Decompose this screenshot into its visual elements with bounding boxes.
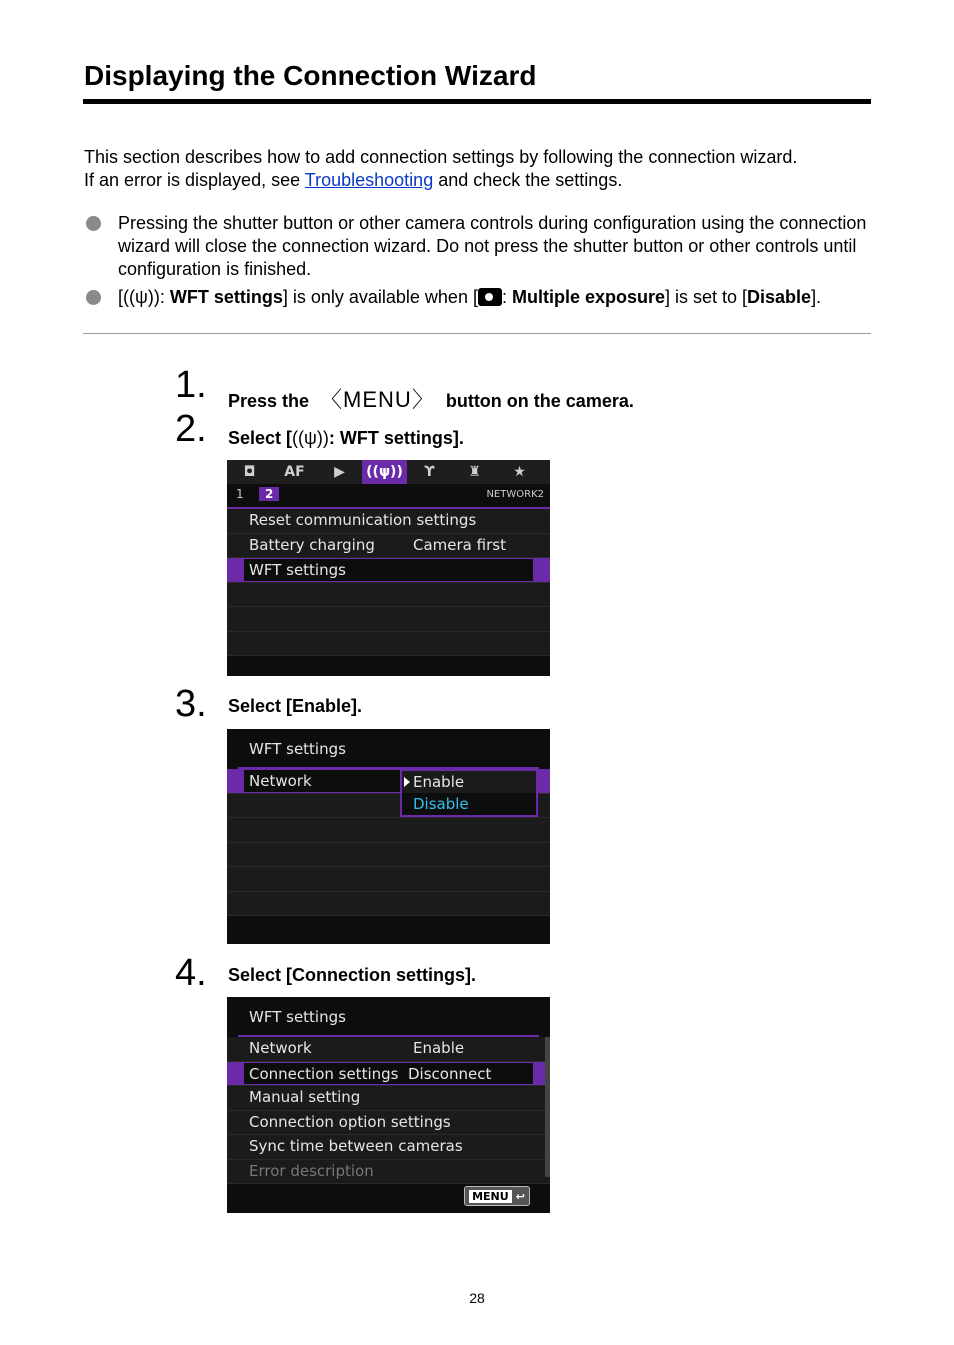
screen-title: WFT settings	[227, 997, 550, 1037]
row-value: Enable	[413, 1039, 465, 1057]
section-divider	[83, 333, 871, 334]
note-text: Pressing the shutter button or other camera controls during configuration using the connection wizard will close the connection wizard. Do not press the shutter button or other controls until configuration is finished.	[118, 213, 867, 279]
step-number: 3.	[175, 683, 207, 725]
row-label: WFT settings	[249, 561, 346, 579]
tab-setup[interactable]: ϒ	[424, 464, 435, 480]
camera-screen-wft-enable	[227, 729, 550, 944]
bullet-dot-icon	[86, 216, 101, 231]
step-text	[228, 428, 464, 449]
menu-page-bar	[227, 484, 550, 509]
step-post: button on the camera.	[440, 391, 634, 411]
menu-row-battery[interactable]	[227, 534, 550, 559]
row-value: Disconnect	[408, 1064, 492, 1083]
tab-playback[interactable]: ▶	[334, 464, 345, 480]
note-end: ].	[811, 287, 822, 307]
screen-title: WFT settings	[227, 729, 550, 769]
option-label: Enable	[413, 773, 465, 791]
row-label: Reset communication settings	[249, 511, 477, 529]
intro-line-2-after: and check the settings.	[433, 170, 623, 190]
menu-tab-bar	[227, 460, 550, 484]
step-pre: Press the	[228, 391, 315, 411]
wireless-icon: ((ψ))	[292, 428, 329, 448]
step-number: 4.	[175, 952, 207, 994]
row-label: Manual setting	[249, 1088, 361, 1106]
menu-row-empty	[227, 818, 550, 843]
menu-row-error-description	[227, 1160, 550, 1185]
menu-button-icon: 〈MENU〉	[320, 387, 435, 412]
menu-row-reset[interactable]	[227, 509, 550, 534]
tab-mymenu[interactable]: ★	[513, 464, 526, 480]
menu-back-button[interactable]	[464, 1186, 530, 1206]
selected-marker-icon	[404, 777, 410, 787]
multiple-exposure-label: Multiple exposure	[511, 287, 665, 307]
scrollbar[interactable]	[545, 1037, 550, 1177]
notes-list	[84, 212, 874, 314]
menu-row-connection-settings[interactable]	[227, 1062, 550, 1087]
row-label: Error description	[249, 1161, 374, 1180]
row-label: Network	[249, 1039, 312, 1057]
step-pre: Select [	[228, 428, 293, 448]
menu-row-manual-setting[interactable]	[227, 1086, 550, 1111]
row-value: Camera first	[413, 535, 506, 554]
menu-row-empty	[227, 632, 550, 657]
page-tab-1[interactable]: 1	[236, 487, 244, 501]
back-icon: ↩	[515, 1189, 525, 1203]
step-number: 2.	[175, 408, 207, 450]
colon: :	[501, 287, 512, 307]
menu-row-network[interactable]	[227, 1037, 550, 1062]
colon: :	[159, 287, 170, 307]
note-item	[84, 212, 874, 281]
option-enable[interactable]	[402, 771, 536, 793]
page-title: Displaying the Connection Wizard	[84, 60, 537, 91]
network-options-dropdown	[400, 769, 538, 817]
note-mid-2: ] is set to [	[665, 287, 748, 307]
tab-af[interactable]: AF	[284, 464, 305, 480]
tab-custom[interactable]: ♜	[468, 464, 481, 480]
menu-row-empty	[227, 867, 550, 892]
step-text: Select [Connection settings].	[228, 965, 477, 985]
menu-row-empty	[227, 583, 550, 608]
note-item	[84, 286, 874, 309]
camera-screen-wft-settings	[227, 997, 550, 1213]
intro-line-1: This section describes how to add connection settings by following the connection wizard.	[84, 147, 798, 167]
camera-screen-network-menu	[227, 460, 550, 676]
step-post: : WFT settings].	[328, 428, 464, 448]
bracket-open: [	[118, 287, 124, 307]
row-label: Connection option settings	[249, 1112, 451, 1131]
row-label: Connection settings	[249, 1064, 399, 1083]
menu-label: MENU	[469, 1190, 512, 1203]
menu-row-empty	[227, 843, 550, 868]
page-number: 28	[469, 1290, 485, 1306]
intro-paragraph	[84, 146, 874, 192]
wft-settings-label: WFT settings	[169, 287, 283, 307]
step-text	[228, 383, 634, 414]
wireless-icon: ((ψ))	[123, 287, 160, 307]
step-text: Select [Enable].	[228, 696, 363, 716]
row-label: Battery charging	[249, 535, 375, 554]
step-number: 1.	[175, 364, 207, 406]
menu-row-connection-options[interactable]	[227, 1111, 550, 1136]
tab-shooting[interactable]: ◘	[243, 464, 256, 480]
intro-line-2-before: If an error is displayed, see	[84, 170, 305, 190]
camera-icon	[478, 288, 502, 306]
menu-row-empty	[227, 607, 550, 632]
menu-row-sync-time[interactable]	[227, 1135, 550, 1160]
row-label: Network	[249, 772, 312, 790]
note-mid: ] is only available when [	[282, 287, 478, 307]
option-label: Disable	[413, 795, 469, 813]
menu-row-empty	[227, 892, 550, 917]
tab-network[interactable]: ((ψ))	[362, 460, 407, 484]
bullet-dot-icon	[86, 290, 101, 305]
menu-row-wft-settings[interactable]	[227, 558, 550, 583]
page-name: NETWORK2	[486, 489, 544, 500]
row-label: Sync time between cameras	[249, 1137, 463, 1155]
disable-label: Disable	[747, 287, 812, 307]
title-rule	[83, 99, 871, 104]
troubleshooting-link[interactable]: Troubleshooting	[304, 170, 434, 190]
option-disable[interactable]	[402, 793, 536, 815]
page-tab-2[interactable]: 2	[259, 487, 279, 501]
intro-line-2	[84, 169, 874, 192]
